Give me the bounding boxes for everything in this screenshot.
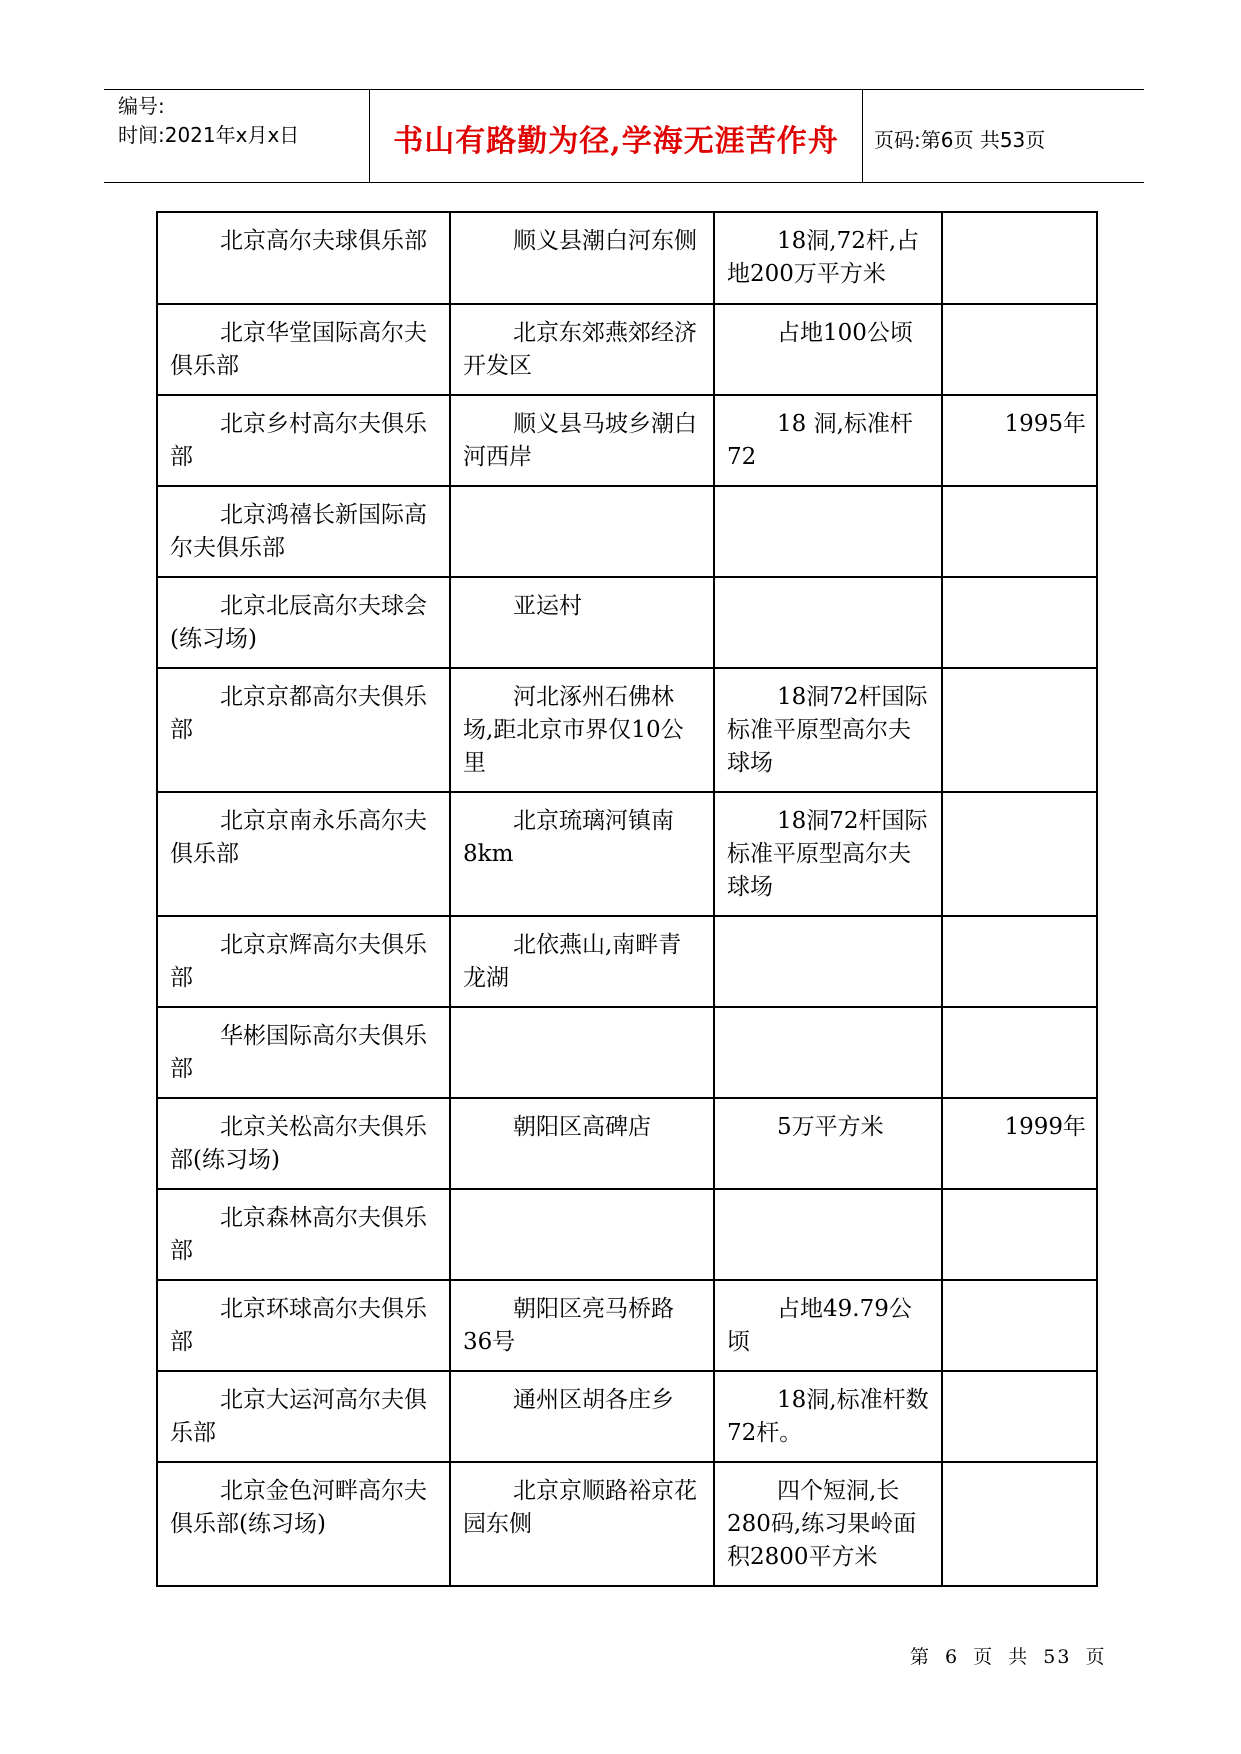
cell-text: 18洞,标准杆数72杆。 [727, 1387, 929, 1446]
cell-year [942, 577, 1097, 668]
cell-name [157, 1371, 450, 1462]
cell-text: 18洞72杆国际标准平原型高尔夫球场 [727, 808, 928, 900]
header-meta [118, 92, 299, 150]
table-row [157, 668, 1097, 792]
cell-text: 通州区胡各庄乡 [513, 1387, 674, 1413]
cell-year [942, 668, 1097, 792]
cell-text: 北京京辉高尔夫俱乐部 [170, 932, 427, 991]
cell-name [157, 916, 450, 1007]
cell-location [450, 668, 714, 792]
cell-year [942, 916, 1097, 1007]
cell-facilities [714, 212, 942, 304]
cell-year [942, 1098, 1097, 1189]
cell-year [942, 304, 1097, 395]
cell-facilities [714, 792, 942, 916]
cell-location [450, 916, 714, 1007]
cell-name [157, 1007, 450, 1098]
document-time-label: 时间:2021年x月x日 [118, 123, 300, 147]
golf-club-table-body [157, 212, 1097, 1586]
cell-text: 北京京顺路裕京花园东侧 [463, 1478, 697, 1537]
cell-text: 北京京都高尔夫俱乐部 [170, 684, 427, 743]
cell-text: 18洞,72杆,占地200万平方米 [727, 228, 920, 287]
cell-name [157, 304, 450, 395]
table-row [157, 486, 1097, 577]
cell-year [942, 1189, 1097, 1280]
cell-facilities [714, 395, 942, 486]
table-row [157, 1462, 1097, 1586]
cell-year [942, 1371, 1097, 1462]
cell-text: 北京北辰高尔夫球会(练习场) [170, 593, 427, 652]
cell-text: 北京森林高尔夫俱乐部 [170, 1205, 427, 1264]
cell-year [942, 212, 1097, 304]
cell-text: 北京高尔夫球俱乐部 [220, 228, 427, 254]
cell-name [157, 486, 450, 577]
cell-text: 18洞72杆国际标准平原型高尔夫球场 [727, 684, 928, 776]
cell-facilities [714, 486, 942, 577]
table-row [157, 304, 1097, 395]
cell-location [450, 304, 714, 395]
document-number-label: 编号: [118, 94, 165, 118]
cell-text: 亚运村 [513, 593, 582, 619]
cell-name [157, 395, 450, 486]
table-row [157, 792, 1097, 916]
cell-name [157, 577, 450, 668]
header-divider [862, 89, 863, 183]
cell-text: 四个短洞,长280码,练习果岭面积2800平方米 [727, 1478, 917, 1570]
cell-year [942, 1007, 1097, 1098]
cell-text: 占地49.79公顷 [727, 1296, 912, 1355]
cell-name [157, 1189, 450, 1280]
cell-facilities [714, 916, 942, 1007]
table-row [157, 395, 1097, 486]
cell-facilities [714, 304, 942, 395]
cell-facilities [714, 1007, 942, 1098]
cell-text: 北京东郊燕郊经济开发区 [463, 320, 697, 379]
cell-location [450, 1098, 714, 1189]
cell-name [157, 1462, 450, 1586]
table-row [157, 212, 1097, 304]
header-top-rule [104, 89, 1144, 90]
cell-text: 北依燕山,南畔青龙湖 [463, 932, 682, 991]
cell-text: 顺义县马坡乡潮白河西岸 [463, 411, 697, 470]
cell-location [450, 1371, 714, 1462]
cell-text: 北京金色河畔高尔夫俱乐部(练习场) [170, 1478, 427, 1537]
cell-text: 5万平方米 [777, 1114, 884, 1140]
table-row [157, 916, 1097, 1007]
cell-name [157, 1098, 450, 1189]
table-row [157, 1098, 1097, 1189]
table-row [157, 1280, 1097, 1371]
cell-name [157, 792, 450, 916]
cell-location [450, 792, 714, 916]
footer-page-number: 第 6 页 共 53 页 [910, 1646, 1107, 1668]
cell-text: 北京京南永乐高尔夫俱乐部 [170, 808, 427, 867]
cell-text: 北京华堂国际高尔夫俱乐部 [170, 320, 427, 379]
cell-year [942, 395, 1097, 486]
table-row [157, 1007, 1097, 1098]
cell-text: 北京大运河高尔夫俱乐部 [170, 1387, 427, 1446]
cell-text: 顺义县潮白河东侧 [513, 228, 697, 254]
cell-name [157, 668, 450, 792]
cell-text: 1999年 [1004, 1114, 1086, 1140]
table-row [157, 1371, 1097, 1462]
cell-location [450, 1189, 714, 1280]
cell-location [450, 1280, 714, 1371]
cell-name [157, 1280, 450, 1371]
header-motto: 书山有路勤为径,学海无涯苦作舟 [393, 124, 839, 159]
cell-text: 北京琉璃河镇南8km [463, 808, 674, 867]
cell-facilities [714, 1462, 942, 1586]
header-page-indicator: 页码:第6页 共53页 [874, 128, 1046, 152]
cell-facilities [714, 1098, 942, 1189]
cell-facilities [714, 1280, 942, 1371]
cell-year [942, 792, 1097, 916]
cell-facilities [714, 1371, 942, 1462]
cell-text: 北京鸿禧长新国际高尔夫俱乐部 [170, 502, 427, 561]
cell-facilities [714, 577, 942, 668]
cell-text: 华彬国际高尔夫俱乐部 [170, 1023, 427, 1082]
cell-location [450, 486, 714, 577]
cell-text: 1995年 [1004, 411, 1086, 437]
cell-location [450, 1462, 714, 1586]
cell-text: 朝阳区高碑店 [513, 1114, 651, 1140]
cell-text: 北京乡村高尔夫俱乐部 [170, 411, 427, 470]
cell-text: 河北涿州石佛林场,距北京市界仅10公里 [463, 684, 684, 776]
cell-location [450, 395, 714, 486]
cell-location [450, 577, 714, 668]
cell-year [942, 486, 1097, 577]
cell-facilities [714, 1189, 942, 1280]
cell-year [942, 1280, 1097, 1371]
header-bottom-rule [104, 182, 1144, 183]
cell-facilities [714, 668, 942, 792]
cell-text: 占地100公顷 [777, 320, 913, 346]
cell-text: 北京关松高尔夫俱乐部(练习场) [170, 1114, 427, 1173]
golf-club-table [156, 211, 1098, 1587]
table-row [157, 1189, 1097, 1280]
table-row [157, 577, 1097, 668]
cell-text: 18 洞,标准杆72 [727, 411, 913, 470]
cell-text: 朝阳区亮马桥路36号 [463, 1296, 674, 1355]
cell-year [942, 1462, 1097, 1586]
cell-name [157, 212, 450, 304]
cell-location [450, 212, 714, 304]
cell-location [450, 1007, 714, 1098]
cell-text: 北京环球高尔夫俱乐部 [170, 1296, 427, 1355]
